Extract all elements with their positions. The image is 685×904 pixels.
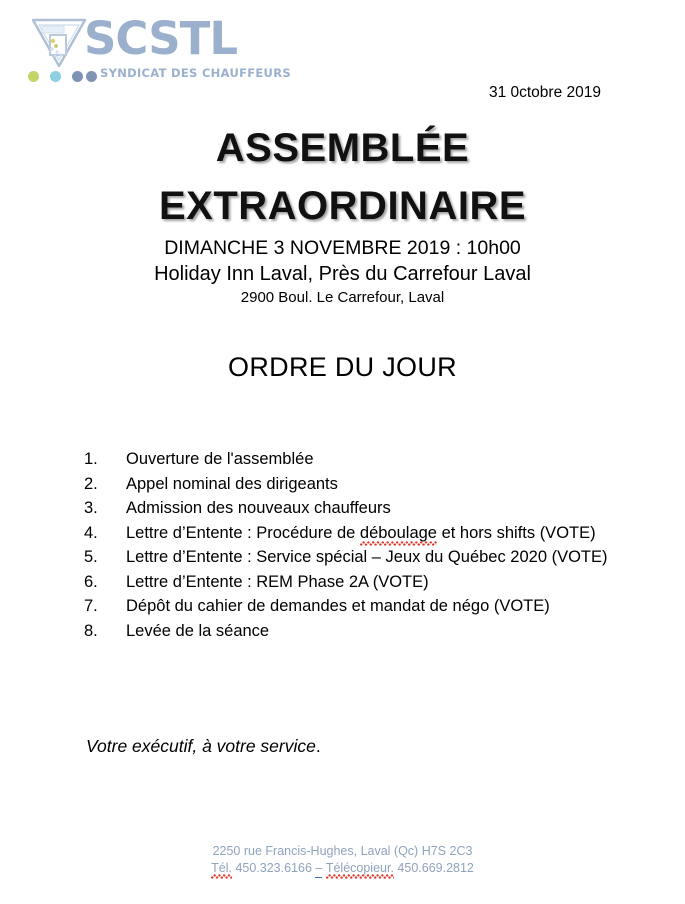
footer-phone-number: 450.323.6166 — [235, 861, 312, 875]
footer-contact — [0, 861, 685, 875]
list-item — [84, 524, 644, 549]
dot-blue-1 — [72, 71, 83, 82]
list-item — [84, 597, 644, 622]
meeting-venue: Holiday Inn Laval, Près du Carrefour Laval — [154, 263, 531, 285]
footer-fax-number: 450.669.2812 — [397, 861, 474, 875]
list-item — [84, 475, 644, 500]
list-item-text-before: Lettre d’Entente : Procédure de — [126, 523, 360, 542]
scstl-logo — [26, 12, 291, 86]
agenda-heading: ORDRE DU JOUR — [228, 352, 457, 382]
logo-tagline: SYNDICAT DES CHAUFFEURS — [100, 66, 291, 80]
grammar-error-separator: – — [315, 861, 322, 878]
closing-period: . — [315, 736, 321, 756]
list-item-number: 1. — [84, 450, 98, 468]
list-item-number: 8. — [84, 621, 98, 640]
list-item — [84, 499, 644, 524]
list-item-text-after: et hors shifts (VOTE) — [436, 523, 596, 542]
list-item — [84, 573, 644, 598]
footer-fax-label: Télécopieur. — [326, 861, 394, 879]
logo-wordmark: SCSTL — [84, 12, 238, 65]
footer-phone-label: Tél. — [211, 861, 232, 879]
meeting-address: 2900 Boul. Le Carrefour, Laval — [240, 289, 445, 306]
list-item-label: Appel nominal des dirigeants — [126, 474, 338, 493]
list-item-label: Dépôt du cahier de demandes et mandat de négo (VOTE) — [126, 597, 550, 615]
list-item-label: Admission des nouveaux chauffeurs — [126, 499, 391, 517]
logo-dots — [28, 70, 100, 84]
funnel-triangle-logo-icon — [30, 16, 88, 70]
list-item-number: 2. — [84, 474, 98, 493]
list-item-number: 4. — [84, 523, 98, 542]
closing-signature — [86, 736, 321, 757]
agenda-list — [84, 450, 644, 646]
list-item-number: 5. — [84, 548, 98, 566]
list-item-number: 6. — [84, 572, 98, 591]
footer-address: 2250 rue Francis-Hughes, Laval (Qc) H7S 2C3 — [212, 844, 473, 858]
dot-blue-2 — [86, 71, 97, 82]
list-item — [84, 622, 644, 647]
list-item — [84, 450, 644, 475]
list-item-number: 7. — [84, 597, 98, 615]
closing-text: Votre exécutif, à votre service — [86, 736, 316, 756]
list-item-label: Levée de la séance — [126, 621, 270, 640]
list-item-label: Lettre d’Entente : Service spécial – Jeux du Québec 2020 (VOTE) — [126, 548, 608, 566]
list-item-label — [126, 524, 596, 543]
meeting-datetime: DIMANCHE 3 NOVEMBRE 2019 : 10h00 — [164, 237, 521, 259]
dot-green — [28, 71, 39, 82]
list-item-label: Lettre d’Entente : REM Phase 2A (VOTE) — [126, 572, 429, 591]
document-date: 31 0ctobre 2019 — [488, 84, 601, 101]
page-title-line2: EXTRAORDINAIRE — [158, 184, 527, 228]
list-item — [84, 548, 644, 573]
spellcheck-error-word: déboulage — [360, 524, 437, 546]
page-title-line1: ASSEMBLÉE — [215, 126, 470, 170]
list-item-label: Ouverture de l'assemblée — [126, 450, 314, 468]
dot-cyan — [50, 71, 61, 82]
list-item-number: 3. — [84, 499, 98, 517]
